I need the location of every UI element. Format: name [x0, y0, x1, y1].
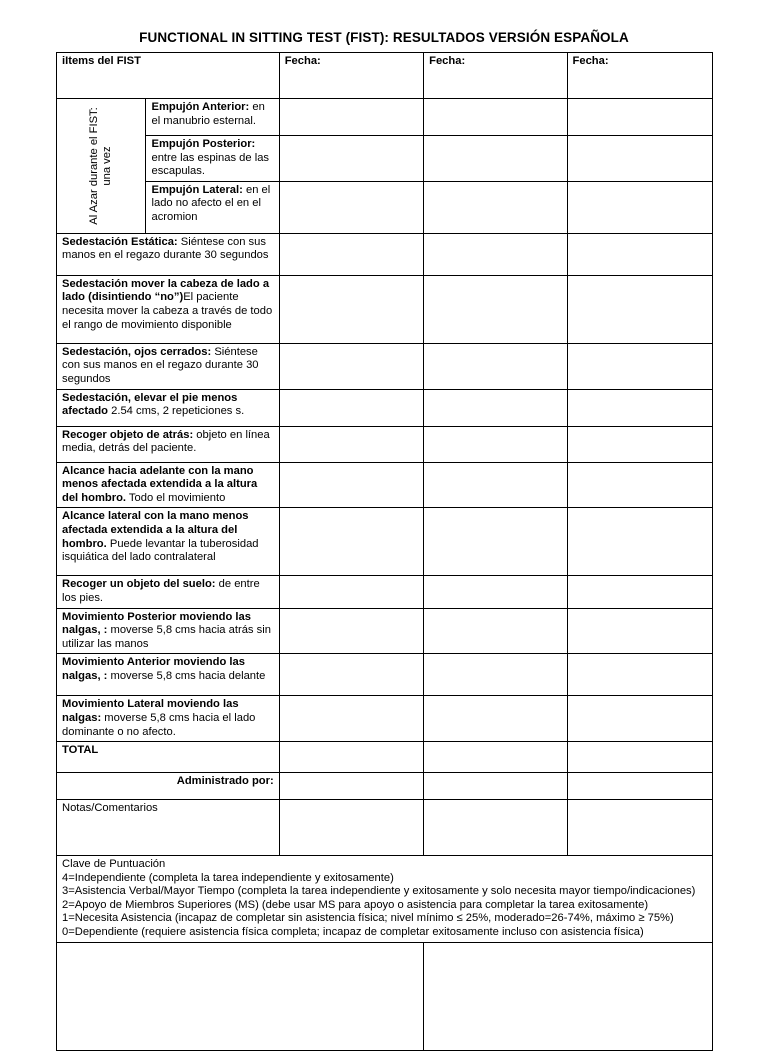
administered-cell[interactable] — [567, 773, 712, 800]
notes-cell[interactable] — [424, 800, 567, 856]
score-cell[interactable] — [279, 654, 423, 696]
score-cell[interactable] — [279, 462, 423, 508]
score-cell[interactable] — [424, 576, 567, 608]
scoring-key-line: 1=Necesita Asistencia (incapaz de completar sin asistencia física; nivel mínimo ≤ 25%, moderado=26-74%, máximo ≥ 75%) — [62, 912, 674, 925]
date-header-3: Fecha: — [567, 53, 712, 99]
score-cell[interactable] — [279, 275, 423, 343]
item-alcance-adelante: Alcance hacia adelante con la mano menos afectada extendida a la altura del hombro. Todo el movimiento — [57, 462, 280, 508]
score-cell[interactable] — [567, 576, 712, 608]
items-header: iItems del FIST — [57, 53, 280, 99]
score-cell[interactable] — [424, 389, 567, 426]
scoring-key-line: 0=Dependiente (requiere asistencia física completa; incapaz de completar exitosamente incluso con asistencia física) — [62, 926, 644, 939]
notes-cell[interactable] — [567, 800, 712, 856]
item-elevar-pie: Sedestación, elevar el pie menos afectado 2.54 cms, 2 repeticiones s. — [57, 389, 280, 426]
item-empujon-posterior: Empujón Posterior: entre las espinas de las escapulas. — [146, 136, 279, 182]
score-cell[interactable] — [279, 343, 423, 389]
total-label: TOTAL — [57, 742, 280, 773]
administered-cell[interactable] — [279, 773, 423, 800]
total-cell[interactable] — [567, 742, 712, 773]
date-header-2: Fecha: — [424, 53, 567, 99]
random-group-label: Al Azar durante el FIST: una vez — [88, 107, 114, 225]
item-recoger-atras: Recoger objeto de atrás: objeto en línea media, detrás del paciente. — [57, 426, 280, 462]
score-cell[interactable] — [567, 608, 712, 654]
scoring-key-line: 4=Independiente (completa la tarea independiente y exitosamente) — [62, 871, 394, 884]
scoring-key-heading: Clave de Puntuación — [62, 858, 166, 871]
date-header-1: Fecha: — [279, 53, 423, 99]
score-cell[interactable] — [567, 233, 712, 275]
notes-label: Notas/Comentarios — [57, 800, 280, 856]
scoring-key — [57, 856, 713, 943]
item-movimiento-anterior: Movimiento Anterior moviendo las nalgas, : moverse 5,8 cms hacia delante — [57, 654, 280, 696]
item-empujon-anterior: Empujón Anterior: en el manubrio esternal. — [146, 99, 279, 136]
score-cell[interactable] — [567, 426, 712, 462]
item-empujon-lateral: Empujón Lateral: en el lado no afecto el en el acromion — [146, 181, 279, 233]
score-cell[interactable] — [567, 654, 712, 696]
score-cell[interactable] — [567, 275, 712, 343]
score-cell[interactable] — [424, 462, 567, 508]
bottom-blank-left[interactable] — [57, 942, 424, 1050]
bottom-blank-right[interactable] — [424, 942, 713, 1050]
score-cell[interactable] — [279, 136, 423, 182]
total-cell[interactable] — [279, 742, 423, 773]
item-movimiento-posterior: Movimiento Posterior moviendo las nalgas, : moverse 5,8 cms hacia atrás sin utilizar las manos — [57, 608, 280, 654]
score-cell[interactable] — [567, 343, 712, 389]
score-cell[interactable] — [424, 181, 567, 233]
administered-cell[interactable] — [424, 773, 567, 800]
score-cell[interactable] — [279, 233, 423, 275]
item-sedestacion-estatica: Sedestación Estática: Siéntese con sus manos en el regazo durante 30 segundos — [57, 233, 280, 275]
item-alcance-lateral: Alcance lateral con la mano menos afectada extendida a la altura del hombro. Puede levantar la tuberosidad isquiática del lado contralateral — [57, 508, 280, 576]
score-cell[interactable] — [279, 696, 423, 742]
score-cell[interactable] — [424, 99, 567, 136]
scoring-key-line: 3=Asistencia Verbal/Mayor Tiempo (completa la tarea independiente y exitosamente y solo necesita mayor tiempo/indicaciones) — [62, 885, 696, 898]
score-cell[interactable] — [567, 462, 712, 508]
score-cell[interactable] — [424, 343, 567, 389]
document-title: FUNCTIONAL IN SITTING TEST (FIST): RESULTADOS VERSIÓN ESPAÑOLA — [139, 30, 629, 45]
score-cell[interactable] — [567, 181, 712, 233]
score-cell[interactable] — [279, 426, 423, 462]
item-movimiento-lateral: Movimiento Lateral moviendo las nalgas: moverse 5,8 cms hacia el lado dominante o no afecto. — [57, 696, 280, 742]
score-cell[interactable] — [279, 608, 423, 654]
administered-label: Administrado por: — [57, 773, 280, 800]
score-cell[interactable] — [424, 233, 567, 275]
notes-cell[interactable] — [279, 800, 423, 856]
score-cell[interactable] — [567, 508, 712, 576]
score-cell[interactable] — [424, 136, 567, 182]
scoring-key-line: 2=Apoyo de Miembros Superiores (MS) (debe usar MS para apoyo o asistencia para completar la tarea exitosamente) — [62, 898, 649, 911]
score-cell[interactable] — [279, 576, 423, 608]
score-cell[interactable] — [424, 426, 567, 462]
score-cell[interactable] — [424, 275, 567, 343]
total-cell[interactable] — [424, 742, 567, 773]
score-cell[interactable] — [424, 508, 567, 576]
score-cell[interactable] — [424, 654, 567, 696]
score-cell[interactable] — [279, 181, 423, 233]
score-cell[interactable] — [279, 508, 423, 576]
item-mover-cabeza: Sedestación mover la cabeza de lado a lado (disintiendo “no”)El paciente necesita mover la cabeza a través de todo el rango de movimiento disponible — [57, 275, 280, 343]
score-cell[interactable] — [424, 608, 567, 654]
score-cell[interactable] — [567, 136, 712, 182]
random-group-label-cell — [57, 99, 146, 234]
score-cell[interactable] — [567, 99, 712, 136]
item-ojos-cerrados: Sedestación, ojos cerrados: Siéntese con sus manos en el regazo durante 30 segundos — [57, 343, 280, 389]
score-cell[interactable] — [279, 389, 423, 426]
fist-results-table — [56, 52, 713, 1051]
score-cell[interactable] — [279, 99, 423, 136]
score-cell[interactable] — [424, 696, 567, 742]
score-cell[interactable] — [567, 389, 712, 426]
item-recoger-suelo: Recoger un objeto del suelo: de entre los pies. — [57, 576, 280, 608]
score-cell[interactable] — [567, 696, 712, 742]
